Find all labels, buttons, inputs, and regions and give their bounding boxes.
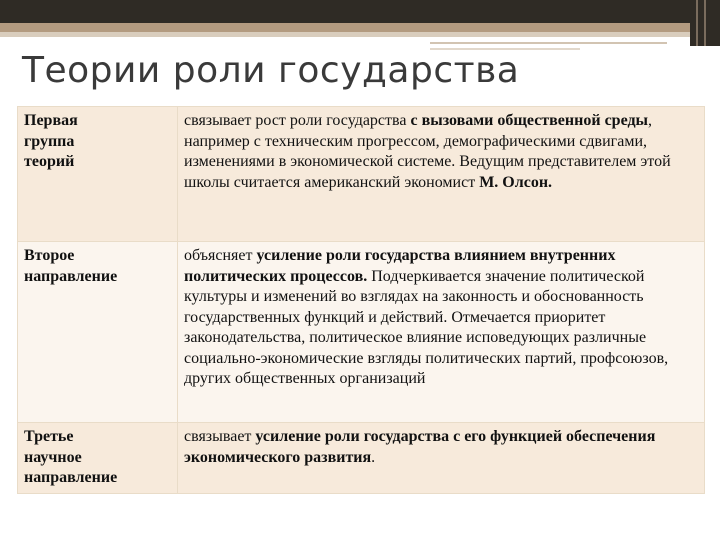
top-decor-bar — [0, 0, 720, 23]
desc-emphasis: усиление роли государства с его функцией обеспечения экономического развития — [184, 428, 656, 466]
desc-text: связывает рост роли государства — [184, 112, 411, 129]
slide-title: Теории роли государства — [22, 50, 520, 91]
top-decor-stripe — [0, 23, 690, 32]
table-row — [18, 242, 705, 423]
desc-text: объясняет — [184, 247, 257, 264]
desc-emphasis: М. Олсон. — [479, 173, 553, 191]
row-label — [18, 242, 178, 423]
row-description — [178, 107, 705, 242]
label-line: группа — [24, 132, 75, 150]
theories-table — [17, 106, 705, 494]
label-line: Третье — [24, 428, 74, 445]
label-line: теорий — [24, 153, 75, 170]
title-decor-rule — [430, 42, 667, 44]
table-row — [18, 107, 705, 242]
table-row — [18, 423, 705, 494]
row-label — [18, 423, 178, 494]
label-line: Первая — [24, 112, 78, 129]
label-line: направление — [24, 267, 118, 285]
row-label — [18, 107, 178, 242]
top-decor-stripe-light — [0, 32, 690, 37]
row-description — [178, 423, 705, 494]
desc-text: связывает — [184, 428, 256, 445]
label-line: направление — [24, 469, 118, 486]
corner-decor — [690, 0, 720, 46]
desc-emphasis: с вызовами общественной среды — [410, 112, 649, 129]
corner-decor-line — [704, 0, 706, 46]
desc-text: . — [371, 448, 376, 466]
desc-text: Подчеркивается значение политической культуры и изменений во взглядах на законность и обоснованность государственных функций и действий. Отмечается приоритет законодательства, политическое влияние исповедующих различные социально-экономические взгляды политических партий, профсоюзов, других общественных организаций — [184, 267, 669, 387]
desc-emphasis: усиление роли государства влиянием внутренних политических процессов. — [184, 247, 616, 285]
desc-text: , например с техническим прогрессом, демографическими сдвигами, изменениями в экономической системе. Ведущим представителем этой школы считается американский экономист — [184, 112, 671, 191]
corner-decor-line — [696, 0, 698, 46]
label-line: научное — [24, 448, 82, 466]
label-line: Второе — [24, 247, 75, 264]
row-description — [178, 242, 705, 423]
